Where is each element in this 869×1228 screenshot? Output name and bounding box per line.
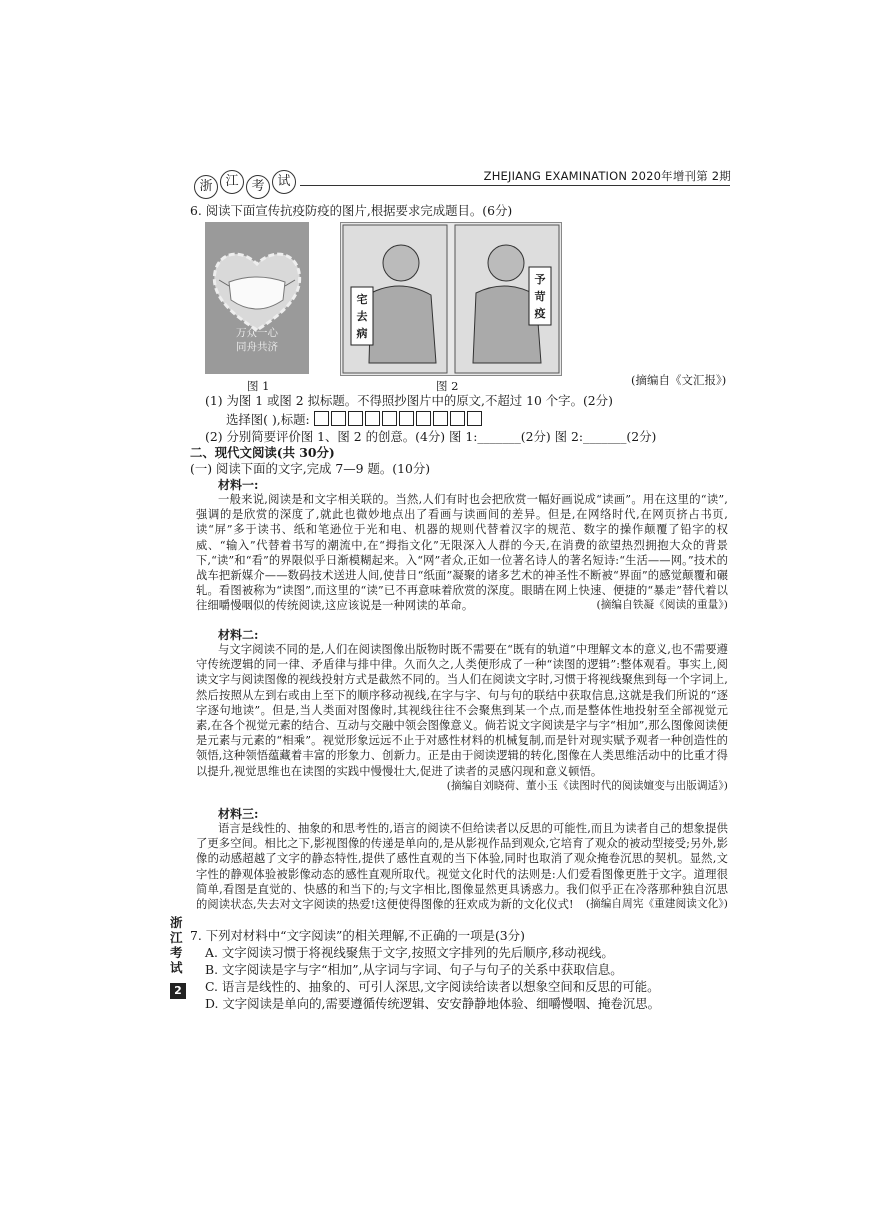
material-2-text: 与文字阅读不同的是,人们在阅读图像出版物时既不需要在“既有的轨道”中理解文本的意义,也不需要遵守传统逻辑的同一律、矛盾律与排中律。久而久之,人类便形成了一种“读图的逻辑”:整体观看。事实上,阅读文字与阅读图像的视线投射方式是截然不同的。当人们在阅读文字时,习惯于将视线聚焦到每一个字词上,然后按照从左到右或由上至下的顺序移动视线,在字与字、句与句的联结中获取信息,这就是我们所说的“逐字逐句地读”。但是,当人类面对图像时,其视线往往不会聚焦到某一个点,而是整体性地投射至全部视觉元素,在各个视觉元素的结合、互动与交融中领会图像意义。倘若说文字阅读是字与字“相加”,那么图像阅读便是元素与元素的“相乘”。视觉形象远远不止于对感性材料的机械复制,而是针对现实赋予观者一种创造性的领悟,这种领悟蕴藏着丰富的形象力、创新力。正是由于阅读逻辑的转化,图像在人类思维活动中的比重才得以提升,视觉思维也在读图的实践中慢慢壮大,促进了读者的灵感闪现和意义顿悟。 bbox=[196, 643, 728, 778]
section-2-part1: (一) 阅读下面的文字,完成 7—9 题。(10分) bbox=[190, 461, 431, 476]
magazine-logo bbox=[194, 170, 302, 204]
q7-option-a[interactable]: A. 文字阅读习惯于将视线聚焦于文字,按照文字排列的先后顺序,移动视线。 bbox=[205, 945, 614, 960]
figure-2-left-label: 宅去病 bbox=[356, 293, 368, 340]
logo-char: 考 bbox=[246, 175, 270, 199]
side-tab-text: 浙江考试 bbox=[170, 915, 183, 975]
material-3-text: 语言是线性的、抽象的和思考性的,语言的阅读不但给读者以反思的可能性,而且为读者自己的想象提供了更多空间。相比之下,影视图像的传递是单向的,是从影视作品到观众,它培育了观众的被动型接受;另外,影像的动感超越了文字的静态特性,提供了感性直观的当下体验,同时也取消了观众掩卷沉思的契机。显然,文字性的静观体验被影像动态的感性直观所取代。视觉文化时代的法则是:人们爱看图像更胜于文字。道理很简单,看图是直觉的、快感的和当下的;与文字相比,图像显然更具诱惑力。我们似乎正在冷落那种独自沉思的阅读状态,失去对文字阅读的热爱!这便使得图像的狂欢成为新的文化仪式! bbox=[196, 822, 728, 912]
material-1-text: 一般来说,阅读是和文字相关联的。当然,人们有时也会把欣赏一幅好画说成“读画”。用在这里的“读”,强调的是欣赏的深度了,就此也微妙地点出了看画与读画间的差异。但是,在网络时代,在网页挤占书页,读“屏”多于读书、纸和笔逊位于光和电、机器的规则代替着汉字的规范、数字的操作颠覆了铅字的权威、“输入”代替着书写的潮流中,在“拇指文化”无限深入人群的今天,在消费的欲望热烈拥抱大众的背景下,“读”和“看”的界限似乎日渐模糊起来。入“网”者众,正如一位著名诗人的著名短诗:“生活——网。”技术的战车把新媒介——数码技术送进人间,使昔日“纸面”凝聚的诸多艺术的神圣性不断被“界面”的感觉颠覆和碾轧。看图被称为“读图”,而这里的“读”已不再意味着欣赏的深度。眼睛在网上快速、便捷的“暴走”替代着以往细嚼慢咽似的传统阅读,这应该说是一种网读的革命。 bbox=[196, 493, 728, 613]
title-answer-boxes[interactable] bbox=[314, 412, 484, 427]
figure-1 bbox=[205, 222, 309, 374]
q7-option-c[interactable]: C. 语言是线性的、抽象的、可引人深思,文字阅读给读者以想象空间和反思的可能。 bbox=[205, 979, 660, 994]
door-gods-illustration-icon bbox=[341, 223, 561, 375]
figure-2-right-label: 予苛疫 bbox=[534, 273, 546, 320]
section-2-title: 二、现代文阅读(共 30分) bbox=[190, 445, 335, 460]
figure-2-caption: 图 2 bbox=[436, 379, 459, 393]
q7-stem: 7. 下列对材料中“文字阅读”的相关理解,不正确的一项是(3分) bbox=[190, 928, 525, 943]
logo-char: 浙 bbox=[194, 175, 218, 199]
q6-sub2: (2) 分别简要评价图 1、图 2 的创意。(4分) 图 1:_______(2分) 图 2:_______(2分) bbox=[205, 429, 657, 444]
q6-stem: 6. 阅读下面宣传抗疫防疫的图片,根据要求完成题目。(6分) bbox=[190, 203, 513, 218]
figure-1-slogan: 万众一心 bbox=[236, 327, 278, 339]
figure-2 bbox=[340, 222, 562, 376]
figure-1-slogan: 同舟共济 bbox=[236, 341, 278, 353]
material-3-source: (摘编自周宪《重建阅读文化》) bbox=[585, 898, 728, 911]
material-1-source: (摘编自铁凝《阅读的重量》) bbox=[596, 599, 728, 612]
material-1 bbox=[196, 492, 728, 614]
magazine-title: ZHEJIANG EXAMINATION 2020年增刊第 2期 bbox=[483, 169, 731, 183]
page-number: 2 bbox=[170, 983, 186, 999]
material-3 bbox=[196, 821, 728, 912]
q6-sub1-answer bbox=[226, 411, 484, 428]
material-2 bbox=[196, 642, 728, 794]
figure-1-caption: 图 1 bbox=[247, 379, 270, 393]
side-tab bbox=[170, 915, 188, 999]
q6-sub1: (1) 为图 1 或图 2 拟标题。不得照抄图片中的原文,不超过 10 个字。(2分) bbox=[205, 393, 613, 408]
material-3-label: 材料三: bbox=[218, 807, 259, 821]
material-2-label: 材料二: bbox=[218, 628, 259, 642]
material-1-label: 材料一: bbox=[218, 478, 259, 492]
answer-prefix: 选择图( ),标题: bbox=[226, 412, 310, 427]
logo-char: 江 bbox=[220, 170, 244, 194]
q6-source: (摘编自《文汇报》) bbox=[631, 373, 727, 387]
material-2-source: (摘编自刘晓荷、董小玉《读图时代的阅读嬗变与出版调适》) bbox=[446, 779, 728, 792]
q7-option-d[interactable]: D. 文字阅读是单向的,需要遵循传统逻辑、安安静静地体验、细嚼慢咽、掩卷沉思。 bbox=[205, 996, 660, 1011]
logo-char: 试 bbox=[272, 170, 296, 194]
header-rule bbox=[300, 185, 730, 186]
q7-option-b[interactable]: B. 文字阅读是字与字“相加”,从字词与字词、句子与句子的关系中获取信息。 bbox=[205, 962, 623, 977]
